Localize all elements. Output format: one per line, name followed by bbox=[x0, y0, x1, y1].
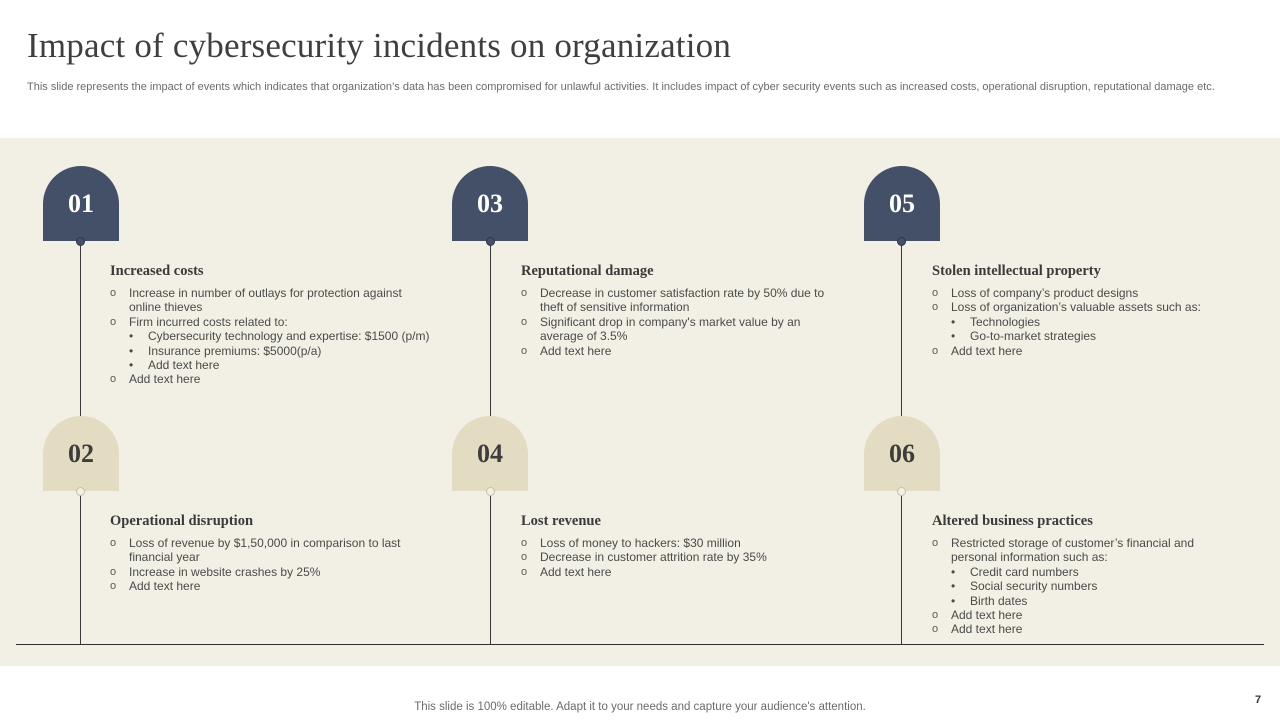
sub-bullet-item: • Technologies bbox=[932, 315, 1262, 329]
bullet-item: o Firm incurred costs related to: bbox=[110, 315, 440, 329]
timeline-connector bbox=[901, 491, 902, 644]
timeline-dot bbox=[897, 237, 906, 246]
impact-card-altered-business-practices bbox=[932, 513, 1262, 637]
bullet-item: o Add text here bbox=[932, 608, 1262, 622]
timeline-connector bbox=[80, 491, 81, 644]
timeline-dot bbox=[76, 487, 85, 496]
sub-bullet-item: • Insurance premiums: $5000(p/a) bbox=[110, 344, 440, 358]
bullet-item: o Add text here bbox=[521, 565, 851, 579]
timeline-connector bbox=[80, 241, 81, 416]
bullet-item: o Increase in number of outlays for protection against online thieves bbox=[110, 286, 430, 315]
bullet-item: o Add text here bbox=[110, 372, 440, 386]
bullet-item: o Significant drop in company's market value by an average of 3.5% bbox=[521, 315, 831, 344]
impact-card-operational-disruption bbox=[110, 513, 440, 594]
impact-card-reputational-damage bbox=[521, 263, 851, 358]
card-title: Stolen intellectual property bbox=[932, 263, 1101, 279]
card-title: Lost revenue bbox=[521, 513, 601, 529]
timeline-dot bbox=[76, 237, 85, 246]
impact-card-increased-costs bbox=[110, 263, 440, 387]
timeline-connector bbox=[490, 491, 491, 644]
bullet-item: o Add text here bbox=[932, 344, 1262, 358]
card-title: Reputational damage bbox=[521, 263, 654, 279]
impact-card-stolen-intellectual-property bbox=[932, 263, 1262, 358]
bullet-item: o Restricted storage of customer’s financial and personal information such as: bbox=[932, 536, 1222, 565]
timeline-baseline bbox=[16, 644, 1264, 645]
sub-bullet-item: • Add text here bbox=[110, 358, 440, 372]
step-number-badge: 01 bbox=[43, 166, 119, 241]
page-number: 7 bbox=[1255, 694, 1262, 706]
sub-bullet-item: • Social security numbers bbox=[932, 579, 1262, 593]
bullet-item: o Loss of money to hackers: $30 million bbox=[521, 536, 851, 550]
bullet-item: o Increase in website crashes by 25% bbox=[110, 565, 440, 579]
slide-footer: This slide is 100% editable. Adapt it to your needs and capture your audience's attention. bbox=[414, 701, 866, 713]
bullet-item: o Loss of revenue by $1,50,000 in comparison to last financial year bbox=[110, 536, 430, 565]
bullet-item: o Add text here bbox=[110, 579, 440, 593]
bullet-item: o Decrease in customer satisfaction rate by 50% due to theft of sensitive information bbox=[521, 286, 831, 315]
sub-bullet-item: • Cybersecurity technology and expertise: $1500 (p/m) bbox=[110, 329, 440, 343]
timeline-dot bbox=[486, 487, 495, 496]
slide-title: Impact of cybersecurity incidents on organization bbox=[27, 26, 732, 65]
card-title: Increased costs bbox=[110, 263, 204, 279]
step-number-badge: 05 bbox=[864, 166, 940, 241]
step-number-badge: 04 bbox=[452, 416, 528, 491]
timeline-dot bbox=[897, 487, 906, 496]
impact-card-lost-revenue bbox=[521, 513, 851, 579]
bullet-item: o Add text here bbox=[521, 344, 851, 358]
sub-bullet-item: • Credit card numbers bbox=[932, 565, 1262, 579]
card-title: Operational disruption bbox=[110, 513, 254, 529]
slide-subtitle: This slide represents the impact of events which indicates that organization’s data has been compromised for unlawful activities. It includes impact of cyber security events such as increased costs, operational disruption, reputational damage etc. bbox=[27, 81, 1215, 93]
timeline-connector bbox=[490, 241, 491, 416]
sub-bullet-item: • Birth dates bbox=[932, 594, 1262, 608]
bullet-item: o Loss of company’s product designs bbox=[932, 286, 1262, 300]
sub-bullet-item: • Go-to-market strategies bbox=[932, 329, 1262, 343]
step-number-badge: 06 bbox=[864, 416, 940, 491]
bullet-item: o Loss of organization’s valuable assets such as: bbox=[932, 300, 1262, 314]
timeline-dot bbox=[486, 237, 495, 246]
card-title: Altered business practices bbox=[932, 513, 1093, 529]
timeline-connector bbox=[901, 241, 902, 416]
step-number-badge: 03 bbox=[452, 166, 528, 241]
bullet-item: o Add text here bbox=[932, 622, 1262, 636]
step-number-badge: 02 bbox=[43, 416, 119, 491]
bullet-item: o Decrease in customer attrition rate by 35% bbox=[521, 550, 851, 564]
